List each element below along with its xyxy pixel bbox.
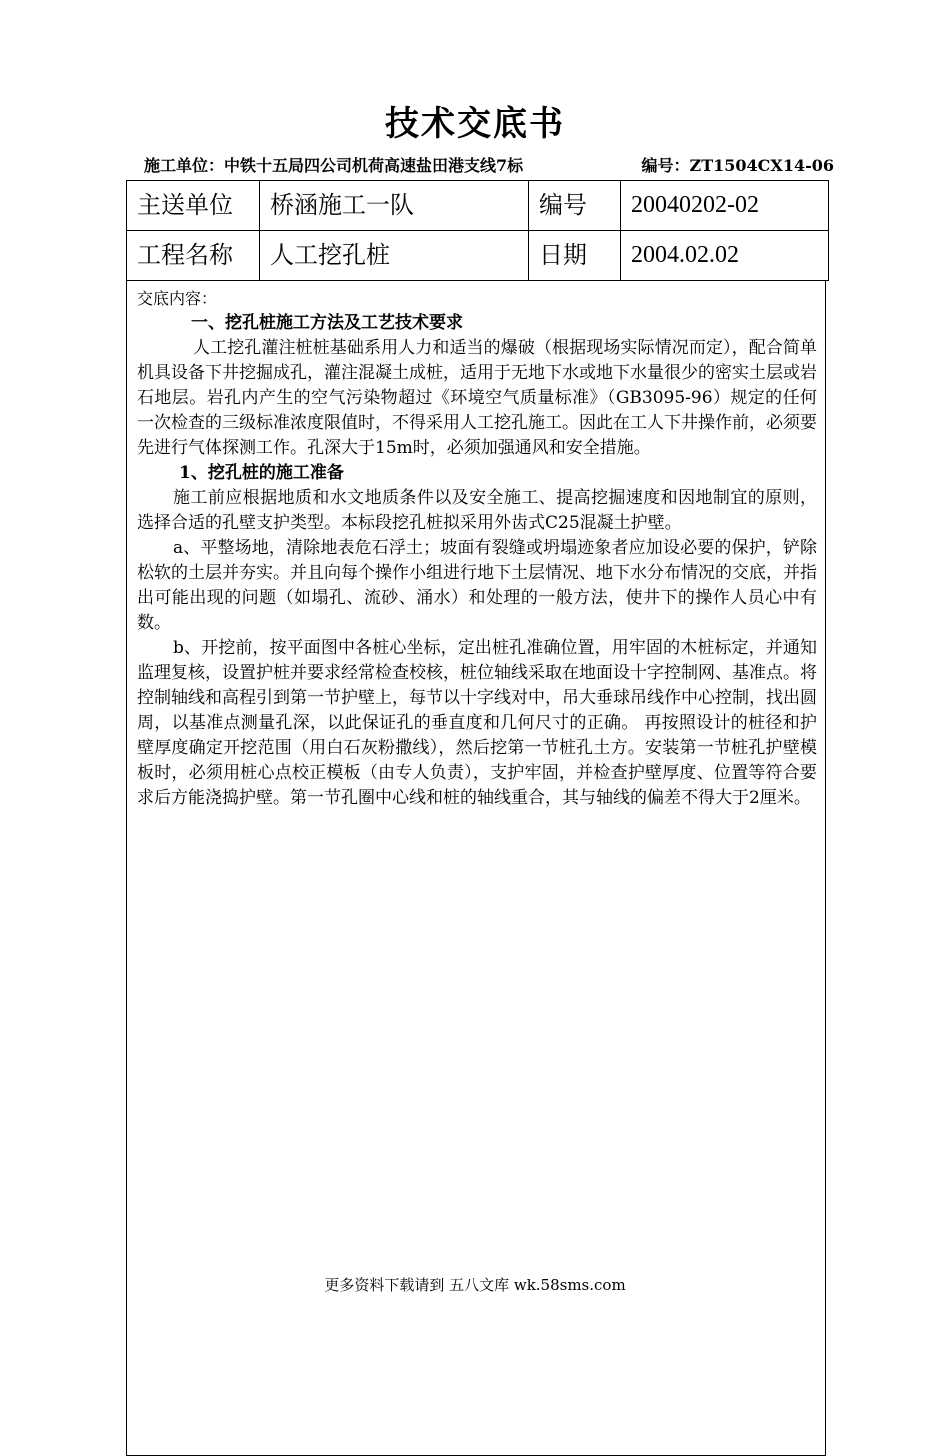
subsection-paragraph: 施工前应根据地质和水文地质条件以及安全施工、提高挖掘速度和因地制宜的原则，选择合适的孔壁支护类型。本标段挖孔桩拟采用外齿式C25混凝土护壁。	[137, 488, 817, 533]
project-label: 工程名称	[127, 231, 260, 281]
subsection-heading: 1、挖孔桩的施工准备	[179, 463, 344, 483]
number-label: 编号	[529, 181, 621, 231]
section-heading: 一、挖孔桩施工方法及工艺技术要求	[191, 313, 463, 333]
recipient-value: 桥涵施工一队	[260, 181, 529, 231]
date-value: 2004.02.02	[621, 231, 829, 281]
info-row-recipient	[127, 181, 829, 231]
item-b-paragraph: b、开挖前，按平面图中各桩心坐标，定出桩孔准确位置，用牢固的木桩标定，并通知监理复核，设置护桩并要求经常检查校核，桩位轴线采取在地面设十字控制网、基准点。将控制轴线和高程引到第一节护壁上，每节以十字线对中，吊大垂球吊线作中心控制，找出圆周，以基准点测量孔深，以此保证孔的垂直度和几何尺寸的正确。 再按照设计的桩径和护壁厚度确定开挖范围（用白石灰粉撒线），然后挖第一节桩孔土方。安装第一节桩孔护壁模板时，必须用桩心点校正模板（由专人负责），支护牢固，并检查护壁厚度、位置等符合要求后方能浇捣护壁。第一节孔圈中心线和桩的轴线重合，其与轴线的偏差不得大于2厘米。	[137, 638, 817, 808]
document-title: 技术交底书	[385, 104, 565, 144]
project-value: 人工挖孔桩	[260, 231, 529, 281]
number-value: 20040202-02	[621, 181, 829, 231]
section-paragraph: 人工挖孔灌注桩桩基础系用人力和适当的爆破（根据现场实际情况而定），配合简单机具设备下井挖掘成孔，灌注混凝土成桩，适用于无地下水或地下水量很少的密实土层或岩石地层。岩孔内产生的空气污染物超过《环境空气质量标准》（GB3095-96）规定的任何一次检查的三级标准浓度限值时，不得采用人工挖孔施工。因此在工人下井操作前，必须要先进行气体探测工作。孔深大于15m时，必须加强通风和安全措施。	[137, 338, 817, 458]
info-row-project	[127, 231, 829, 281]
item-a-paragraph: a、平整场地，清除地表危石浮土；坡面有裂缝或坍塌迹象者应加设必要的保护，铲除松软的土层并夯实。并且向每个操作小组进行地下土层情况、地下水分布情况的交底，并指出可能出现的问题（如塌孔、流砂、涌水）和处理的一般方法，使井下的操作人员心中有数。	[137, 538, 817, 633]
recipient-label: 主送单位	[127, 181, 260, 231]
footer-note: 更多资料下载请到 五八文库 wk.58sms.com	[324, 1276, 626, 1294]
document-code: 编号：ZT1504CX14-06	[641, 156, 834, 175]
document-header	[144, 155, 834, 177]
content-body	[137, 286, 817, 811]
construction-unit: 施工单位：中铁十五局四公司机荷高速盐田港支线7标	[144, 156, 524, 175]
content-label: 交底内容：	[137, 289, 218, 308]
date-label: 日期	[529, 231, 621, 281]
info-table	[126, 180, 829, 281]
